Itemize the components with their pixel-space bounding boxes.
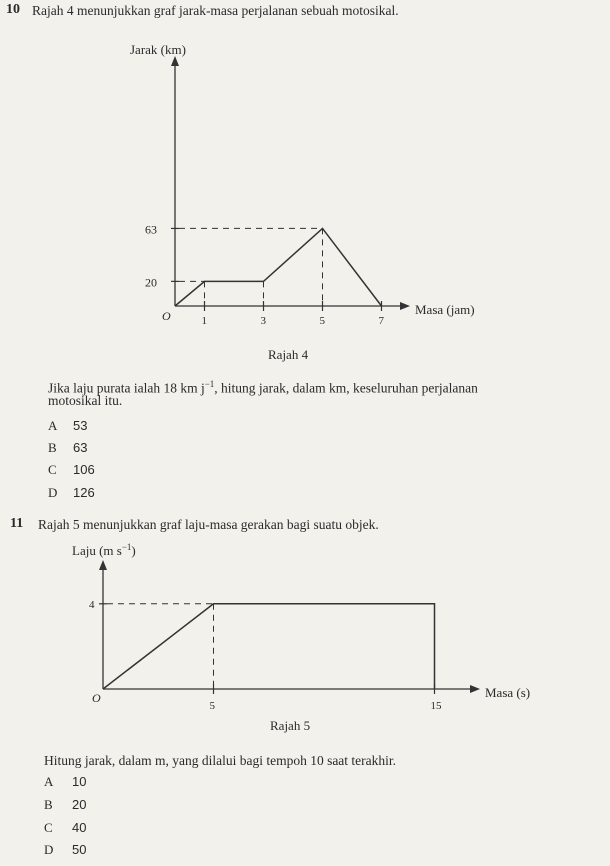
figure-5-caption: Rajah 5 (270, 718, 311, 733)
question-10-line-1-a: Jika laju purata ialah 18 km j (48, 380, 205, 396)
y-tick-label: 20 (145, 275, 157, 290)
x-axis-label: Masa (jam) (415, 302, 475, 317)
y-axis-label (72, 542, 136, 558)
origin-label: O (92, 691, 101, 705)
option-d-letter: D (44, 842, 54, 857)
question-10-intro: Rajah 4 menunjukkan graf jarak-masa perjalanan sebuah motosikal. (32, 3, 399, 18)
option-a-letter: A (48, 418, 58, 433)
figure-4-caption: Rajah 4 (268, 347, 309, 362)
y-axis-arrow (99, 560, 107, 570)
x-tick-label: 7 (378, 315, 384, 327)
question-10-number: 10 (6, 2, 20, 17)
option-a-value: 53 (73, 418, 88, 433)
option-c-value: 40 (72, 820, 87, 835)
option-b-letter: B (48, 440, 57, 455)
y-axis-label-end: ) (131, 543, 136, 558)
x-axis-arrow (470, 685, 480, 693)
question-11-number: 11 (10, 516, 24, 531)
x-tick-label: 3 (260, 315, 266, 327)
x-tick-label: 1 (201, 315, 207, 327)
option-c-value: 106 (73, 462, 95, 477)
option-a-value: 10 (72, 774, 87, 789)
x-tick-label: 5 (209, 700, 215, 712)
option-d-letter: D (48, 485, 58, 500)
x-tick-label: 15 (430, 700, 442, 712)
x-tick-label: 5 (319, 315, 325, 327)
option-d-value: 50 (72, 842, 87, 857)
option-c-letter: C (48, 462, 57, 477)
option-a-letter: A (44, 774, 54, 789)
question-10-line-2: motosikal itu. (48, 393, 123, 408)
y-axis-label-main: Laju (m s (72, 543, 122, 558)
option-b-value: 63 (73, 440, 88, 455)
origin-label: O (162, 309, 171, 323)
y-tick-label: 4 (89, 598, 95, 611)
question-10-line-1-b: , hitung jarak, dalam km, keseluruhan perjalanan (214, 380, 478, 396)
option-b-value: 20 (72, 797, 87, 812)
series-line (103, 604, 435, 689)
x-axis-label: Masa (s) (485, 685, 531, 700)
option-c-letter: C (44, 820, 53, 835)
y-axis-label-sup: −1 (121, 542, 132, 552)
option-b-letter: B (44, 797, 53, 812)
question-11-text: Hitung jarak, dalam m, yang dilalui bagi tempoh 10 saat terakhir. (44, 753, 397, 768)
question-10-line-1-sup: −1 (204, 379, 215, 389)
option-d-value: 126 (73, 485, 95, 500)
y-tick-label: 63 (145, 222, 157, 237)
y-axis-label: Jarak (km) (130, 42, 186, 57)
question-11-intro: Rajah 5 menunjukkan graf laju-masa gerakan bagi suatu objek. (38, 517, 379, 532)
